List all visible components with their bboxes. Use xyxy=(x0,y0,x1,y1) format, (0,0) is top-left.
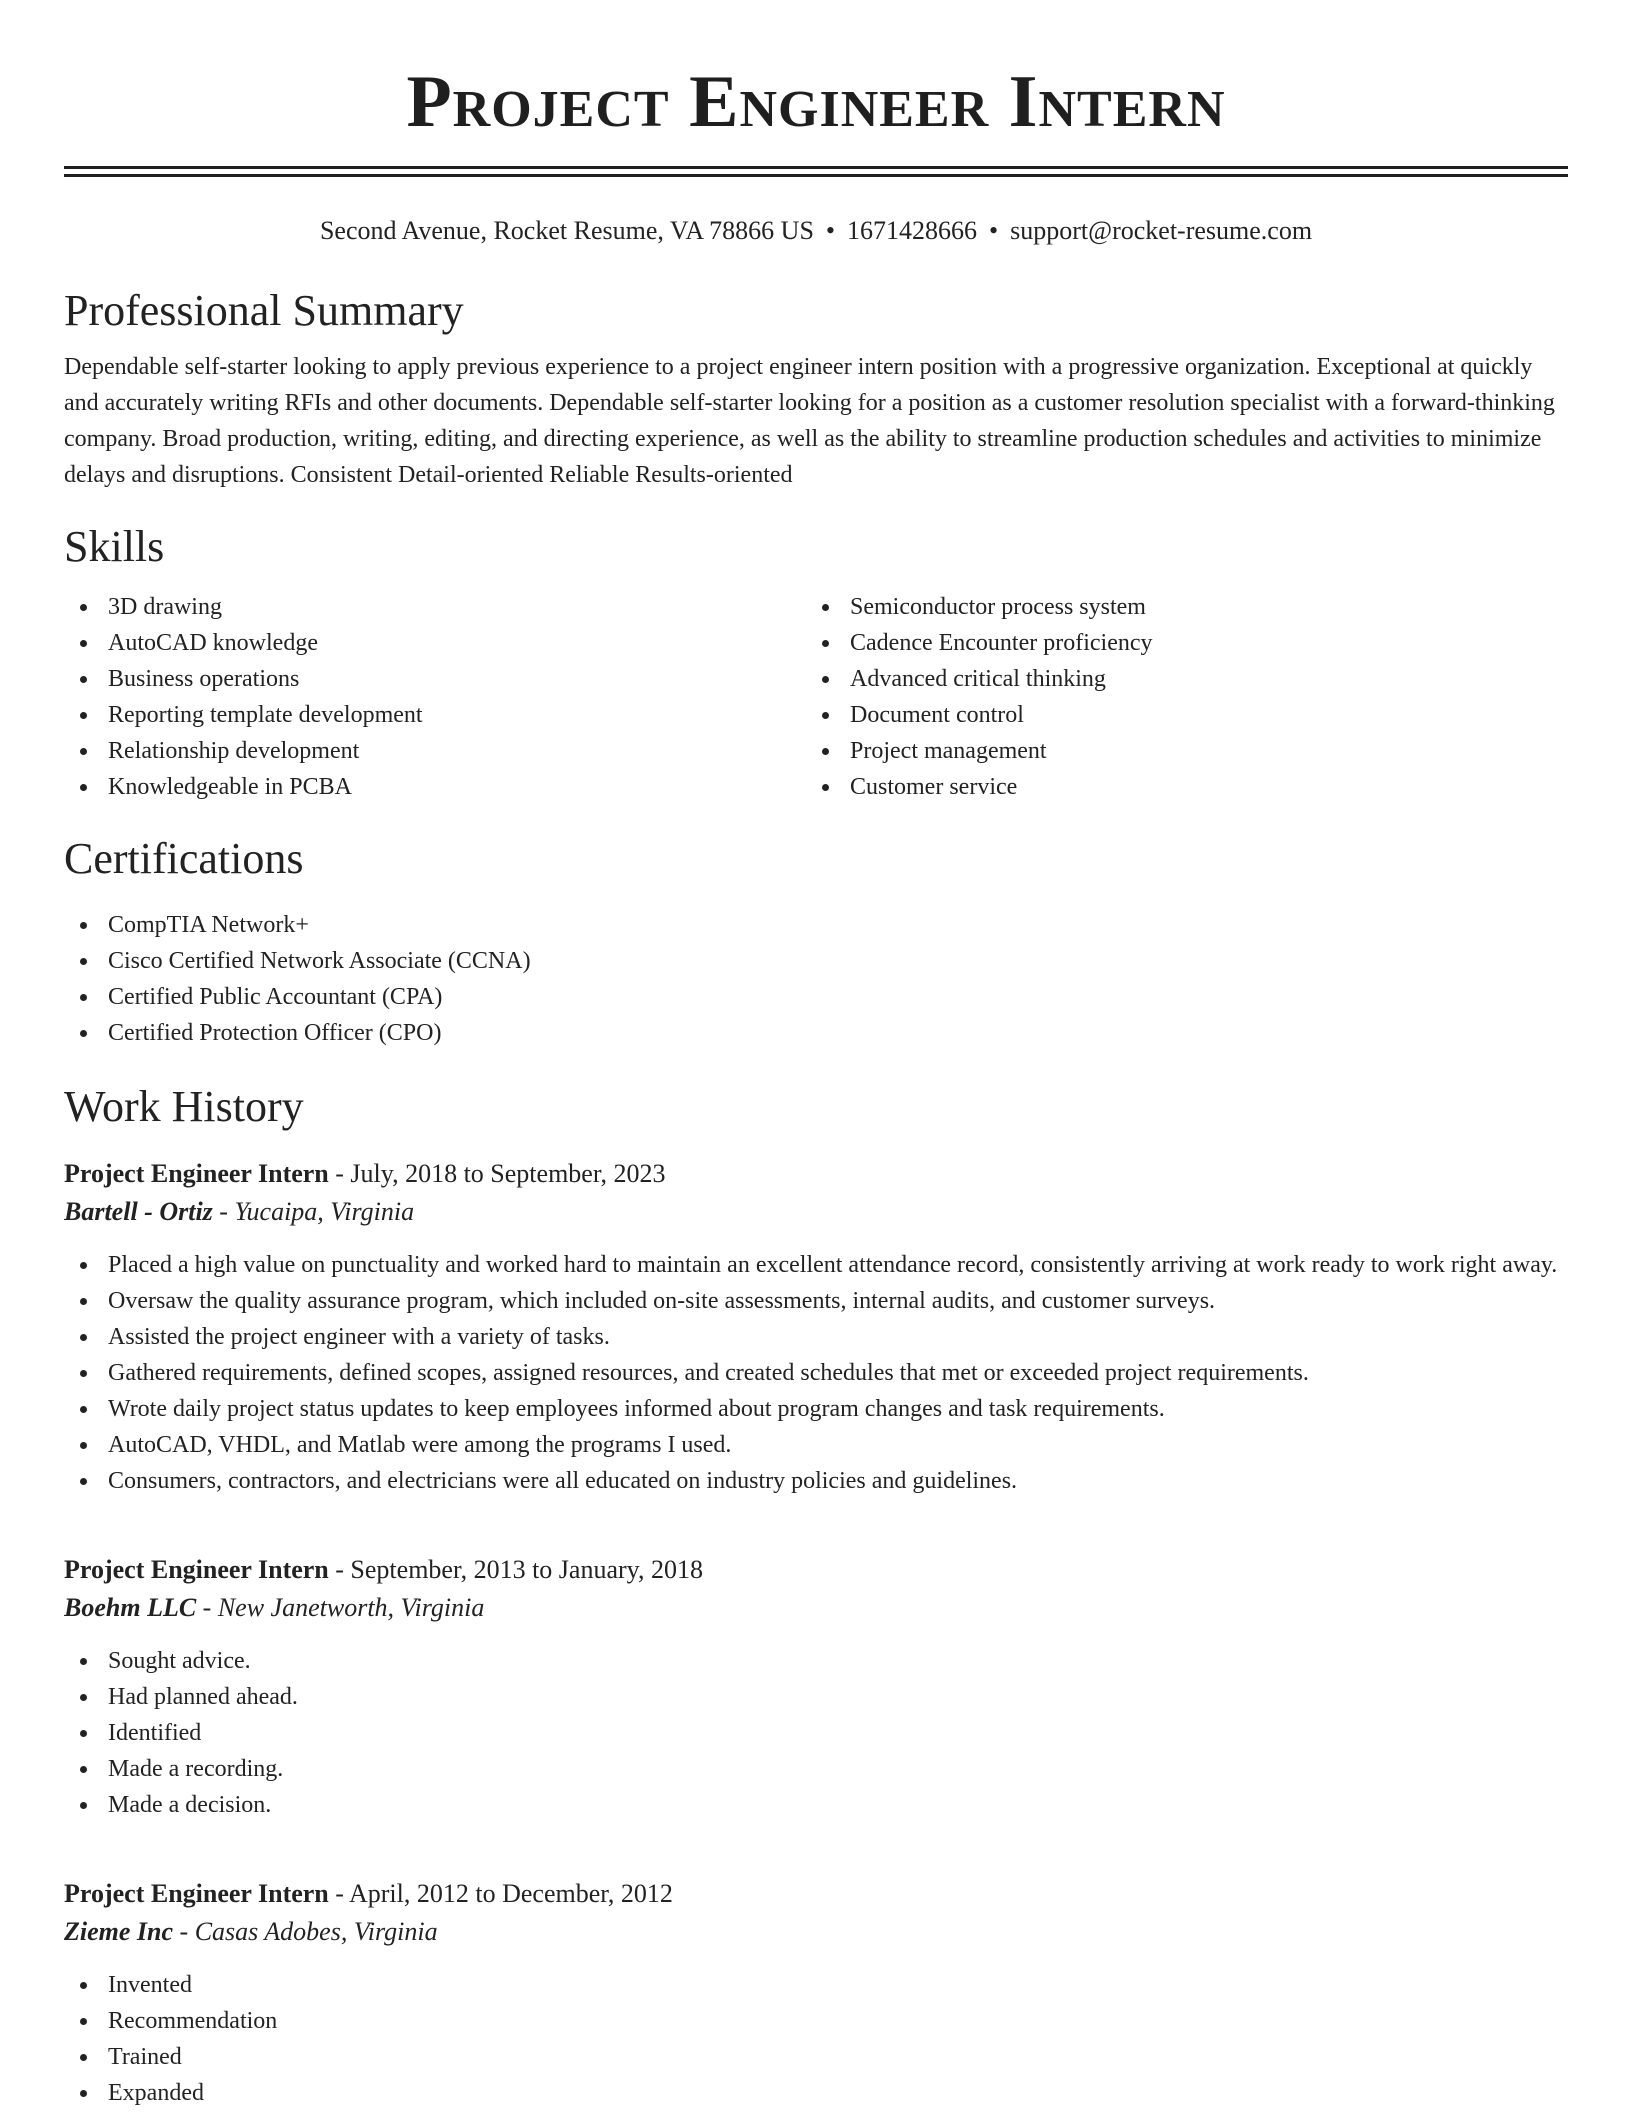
skill-item: Knowledgeable in PCBA xyxy=(64,769,806,805)
job-title: Project Engineer Intern xyxy=(64,1879,329,1908)
job-dates: - September, 2013 to January, 2018 xyxy=(328,1555,703,1584)
job-duty-item: Placed a high value on punctuality and worked hard to maintain an excellent attendance record, consistently arriving at work ready to work right away. xyxy=(64,1247,1568,1283)
job-duties-list xyxy=(64,1967,1568,2111)
job-company-line xyxy=(64,1193,1568,1231)
job-location: - New Janetworth, Virginia xyxy=(196,1593,485,1622)
job-duty-item: Made a recording. xyxy=(64,1751,1568,1787)
resume-page xyxy=(64,0,1568,2112)
certification-item: Certified Protection Officer (CPO) xyxy=(64,1015,1568,1051)
contact-line xyxy=(64,213,1568,249)
job-dates: - April, 2012 to December, 2012 xyxy=(328,1879,673,1908)
job-company-line xyxy=(64,1913,1568,1951)
skill-item: Document control xyxy=(806,697,1548,733)
certifications-heading: Certifications xyxy=(64,834,304,883)
job-duties-list xyxy=(64,1247,1568,1499)
job-location: - Yucaipa, Virginia xyxy=(212,1197,415,1226)
job-duty-item: Sought advice. xyxy=(64,1643,1568,1679)
header-double-rule xyxy=(64,166,1568,177)
job-title: Project Engineer Intern xyxy=(64,1159,329,1188)
job-duty-item: AutoCAD, VHDL, and Matlab were among the programs I used. xyxy=(64,1427,1568,1463)
job-company: Zieme Inc xyxy=(64,1917,174,1946)
contact-separator: • xyxy=(825,216,836,245)
skill-item: Relationship development xyxy=(64,733,806,769)
job-entry xyxy=(64,1875,1568,2111)
job-entry xyxy=(64,1551,1568,1823)
job-title-line xyxy=(64,1551,1568,1589)
job-location: - Casas Adobes, Virginia xyxy=(173,1917,438,1946)
job-duty-item: Consumers, contractors, and electricians were all educated on industry policies and guidelines. xyxy=(64,1463,1568,1499)
job-duty-item: Gathered requirements, defined scopes, assigned resources, and created schedules that met or exceeded project requirements. xyxy=(64,1355,1568,1391)
job-duty-item: Had planned ahead. xyxy=(64,1679,1568,1715)
job-duty-item: Recommendation xyxy=(64,2003,1568,2039)
skills-heading: Skills xyxy=(64,522,165,571)
job-duty-item: Assisted the project engineer with a variety of tasks. xyxy=(64,1319,1568,1355)
skills-column-right xyxy=(806,589,1548,805)
job-duty-item: Invented xyxy=(64,1967,1568,2003)
certification-item: Certified Public Accountant (CPA) xyxy=(64,979,1568,1015)
job-duty-item: Made a decision. xyxy=(64,1787,1568,1823)
skill-item: Reporting template development xyxy=(64,697,806,733)
job-duty-item: Identified xyxy=(64,1715,1568,1751)
job-duty-item: Oversaw the quality assurance program, which included on-site assessments, internal audits, and customer surveys. xyxy=(64,1283,1568,1319)
skills-list xyxy=(64,589,1568,805)
contact-address: Second Avenue, Rocket Resume, VA 78866 US xyxy=(319,216,814,245)
work-history-heading: Work History xyxy=(64,1082,304,1131)
job-entry xyxy=(64,1155,1568,1499)
contact-separator: • xyxy=(989,216,999,245)
job-company: Bartell - Ortiz xyxy=(64,1197,213,1226)
skills-column-left xyxy=(64,589,806,805)
skill-item: Project management xyxy=(806,733,1548,769)
certification-item: Cisco Certified Network Associate (CCNA) xyxy=(64,943,1568,979)
job-title: Project Engineer Intern xyxy=(64,1555,329,1584)
skill-item: Semiconductor process system xyxy=(806,589,1548,625)
job-dates: - July, 2018 to September, 2023 xyxy=(328,1159,666,1188)
skill-item: 3D drawing xyxy=(64,589,806,625)
job-company-line xyxy=(64,1589,1568,1627)
skill-item: Customer service xyxy=(806,769,1548,805)
certification-item: CompTIA Network+ xyxy=(64,907,1568,943)
certifications-list xyxy=(64,907,1568,1051)
job-duty-item: Expanded xyxy=(64,2075,1568,2111)
job-duty-item: Wrote daily project status updates to keep employees informed about program changes and task requirements. xyxy=(64,1391,1568,1427)
job-duty-item: Trained xyxy=(64,2039,1568,2075)
contact-phone: 1671428666 xyxy=(847,216,978,245)
job-duties-list xyxy=(64,1643,1568,1823)
skill-item: Business operations xyxy=(64,661,806,697)
job-title-line xyxy=(64,1155,1568,1193)
job-title-line xyxy=(64,1875,1568,1913)
contact-email: support@rocket-resume.com xyxy=(1010,216,1313,245)
job-company: Boehm LLC xyxy=(64,1593,197,1622)
skill-item: AutoCAD knowledge xyxy=(64,625,806,661)
skill-item: Advanced critical thinking xyxy=(806,661,1548,697)
resume-name: Project Engineer Intern xyxy=(406,61,1226,143)
summary-text: Dependable self-starter looking to apply previous experience to a project engineer intern position with a progressive organization. Exceptional at quickly and accurately writing RFIs and other documents. Dependable self-starter looking for a position as a customer resolution specialist with a forward-thinking company. Broad production, writing, editing, and directing experience, as well as the ability to streamline production schedules and activities to minimize delays and disruptions. Consistent Detail-oriented Reliable Results-oriented xyxy=(64,354,1555,488)
summary-heading: Professional Summary xyxy=(64,286,464,335)
skill-item: Cadence Encounter proficiency xyxy=(806,625,1548,661)
